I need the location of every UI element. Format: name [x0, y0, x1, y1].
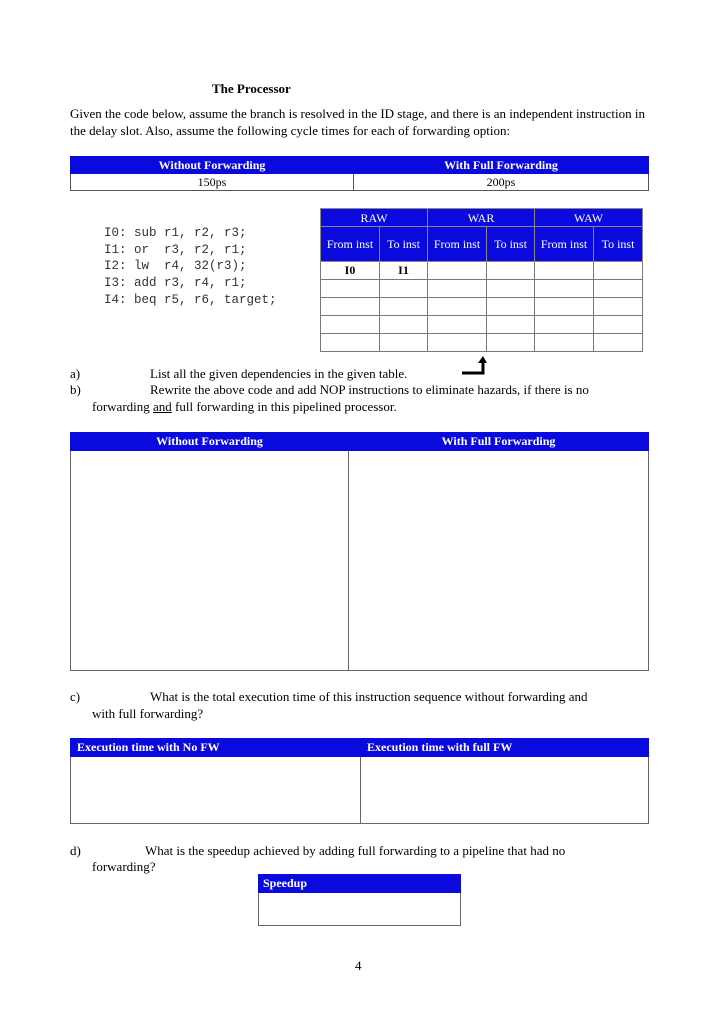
dep-cell[interactable] — [321, 280, 380, 298]
dep-cell[interactable]: I0 — [321, 262, 380, 280]
dep-cell[interactable] — [594, 298, 643, 316]
dep-cell[interactable] — [594, 262, 643, 280]
dep-cell[interactable] — [535, 298, 594, 316]
dep-cell[interactable] — [380, 316, 428, 334]
cycle-value-full-fw: 200ps — [354, 174, 649, 191]
dep-cell[interactable] — [487, 298, 535, 316]
dep-cell[interactable] — [428, 298, 487, 316]
dep-cell[interactable] — [487, 334, 535, 352]
cycle-header-full-fw: With Full Forwarding — [354, 157, 649, 174]
dep-cell[interactable] — [321, 316, 380, 334]
nop-answer-no-fw[interactable] — [71, 451, 349, 671]
cycle-value-no-fw: 150ps — [71, 174, 354, 191]
dep-cell[interactable] — [321, 298, 380, 316]
dep-group-raw: RAW — [321, 209, 428, 227]
code-line: I0: sub r1, r2, r3; — [104, 226, 247, 240]
question-d-line2: forwarding? — [92, 859, 156, 874]
code-listing — [104, 225, 277, 309]
question-b-underlined-word: and — [153, 399, 172, 414]
code-line: I4: beq r5, r6, target; — [104, 292, 277, 307]
exec-answer-full-fw[interactable] — [361, 757, 649, 824]
code-line: I2: lw r4, 32(r3); — [104, 259, 247, 274]
speedup-header: Speedup — [259, 875, 461, 893]
code-line: I1: or r3, r2, r1; — [104, 242, 247, 257]
code-line: I3: add r3, r4, r1; — [104, 276, 247, 291]
question-c-text: What is the total execution time of this instruction sequence without forwarding and — [150, 689, 588, 704]
dep-cell[interactable] — [594, 316, 643, 334]
question-a-label: a) — [70, 366, 81, 381]
dep-group-waw: WAW — [535, 209, 643, 227]
dep-to-header: To inst — [594, 227, 643, 262]
intro-paragraph: Given the code below, assume the branch is resolved in the ID stage, and there is an independent instruction in the delay slot. Also, assume the following cycle times for each of forwarding option: — [70, 106, 645, 138]
dep-cell[interactable]: I1 — [380, 262, 428, 280]
dep-cell[interactable] — [535, 262, 594, 280]
dep-cell[interactable] — [428, 334, 487, 352]
dep-to-header: To inst — [487, 227, 535, 262]
question-c-label: c) — [70, 689, 81, 704]
question-a-text: List all the given dependencies in the given table. — [150, 366, 408, 381]
dep-cell[interactable] — [487, 280, 535, 298]
nop-answer-full-fw[interactable] — [349, 451, 649, 671]
question-d-label: d) — [70, 843, 81, 858]
page-title: The Processor — [212, 81, 291, 96]
dep-cell[interactable] — [487, 262, 535, 280]
speedup-answer[interactable] — [259, 893, 461, 926]
speedup-table — [258, 874, 461, 926]
exec-answer-no-fw[interactable] — [71, 757, 361, 824]
question-b-text-part: forwarding — [92, 399, 154, 414]
dep-cell[interactable] — [428, 316, 487, 334]
dependency-table — [320, 208, 643, 352]
page-number: 4 — [355, 958, 362, 973]
nop-header-full-fw: With Full Forwarding — [349, 433, 649, 451]
exec-header-no-fw: Execution time with No FW — [71, 739, 361, 757]
dep-cell[interactable] — [380, 334, 428, 352]
question-b-text: Rewrite the above code and add NOP instructions to eliminate hazards, if there is no — [150, 382, 589, 397]
question-b-label: b) — [70, 382, 81, 397]
dep-cell[interactable] — [380, 298, 428, 316]
dep-cell[interactable] — [487, 316, 535, 334]
cycle-header-no-fw: Without Forwarding — [71, 157, 354, 174]
execution-time-table — [70, 738, 649, 824]
dep-cell[interactable] — [535, 334, 594, 352]
nop-rewrite-table — [70, 432, 649, 671]
dep-cell[interactable] — [321, 334, 380, 352]
question-b-line2 — [92, 398, 397, 415]
cycle-time-table — [70, 156, 649, 191]
dep-cell[interactable] — [594, 280, 643, 298]
elbow-arrow-icon — [461, 356, 487, 376]
dep-from-header: From inst — [535, 227, 594, 262]
nop-header-no-fw: Without Forwarding — [71, 433, 349, 451]
dep-cell[interactable] — [428, 280, 487, 298]
question-d-text: What is the speedup achieved by adding full forwarding to a pipeline that had no — [145, 843, 566, 858]
dep-cell[interactable] — [380, 280, 428, 298]
dep-cell[interactable] — [535, 316, 594, 334]
exec-header-full-fw: Execution time with full FW — [361, 739, 649, 757]
question-c-line2: with full forwarding? — [92, 706, 204, 721]
dep-cell[interactable] — [428, 262, 487, 280]
question-b-text-part: full forwarding in this pipelined processor. — [171, 399, 397, 414]
dep-from-header: From inst — [321, 227, 380, 262]
dep-to-header: To inst — [380, 227, 428, 262]
dep-from-header: From inst — [428, 227, 487, 262]
dep-cell[interactable] — [535, 280, 594, 298]
dep-group-war: WAR — [428, 209, 535, 227]
dep-cell[interactable] — [594, 334, 643, 352]
